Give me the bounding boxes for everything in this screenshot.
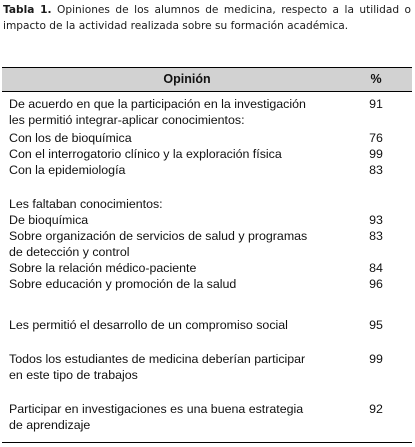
row-opinion: Les permitió el desarrollo de un compromiso social — [9, 318, 288, 332]
row-opinion: Con el interrogatorio clínico y la exploración física — [9, 147, 282, 161]
row-percent: 76 — [369, 131, 383, 145]
table-header — [2, 68, 412, 92]
row-opinion: Sobre organización de servicios de salud y programas de detección y control — [9, 229, 308, 259]
row-opinion: De acuerdo en que la participación en la investigación les permitió integrar-aplicar conocimientos: — [9, 97, 306, 127]
row-percent: 99 — [369, 147, 383, 161]
row-percent: 84 — [369, 261, 383, 275]
row-percent: 91 — [369, 97, 383, 111]
table-caption — [3, 3, 411, 34]
header-percent: % — [370, 72, 382, 86]
row-opinion: Sobre la relación médico-paciente — [9, 261, 197, 275]
row-opinion: Con los de bioquímica — [9, 131, 132, 145]
row-opinion: Con la epidemiología — [9, 163, 126, 177]
row-opinion: De bioquímica — [9, 213, 89, 227]
row-opinion: Participar en investigaciones es una buena estrategia de aprendizaje — [9, 402, 304, 432]
row-percent: 96 — [369, 277, 383, 291]
row-percent: 93 — [369, 213, 383, 227]
row-percent: 95 — [369, 318, 383, 332]
opinion-table — [2, 67, 412, 443]
row-percent: 83 — [369, 229, 383, 243]
row-opinion: Todos los estudiantes de medicina deberían participar en este tipo de trabajos — [9, 352, 306, 382]
row-opinion: Les faltaban conocimientos: — [9, 197, 163, 211]
row-opinion: Sobre educación y promoción de la salud — [9, 277, 237, 291]
caption-text: Opiniones de los alumnos de medicina, respecto a la utilidad o impacto de la actividad realizada sobre su formación académica. — [3, 4, 411, 32]
header-opinion: Opinión — [163, 72, 211, 86]
caption-label: Tabla 1. — [3, 4, 52, 16]
row-percent: 83 — [369, 163, 383, 177]
row-percent: 92 — [369, 402, 383, 416]
row-percent: 99 — [369, 352, 383, 366]
